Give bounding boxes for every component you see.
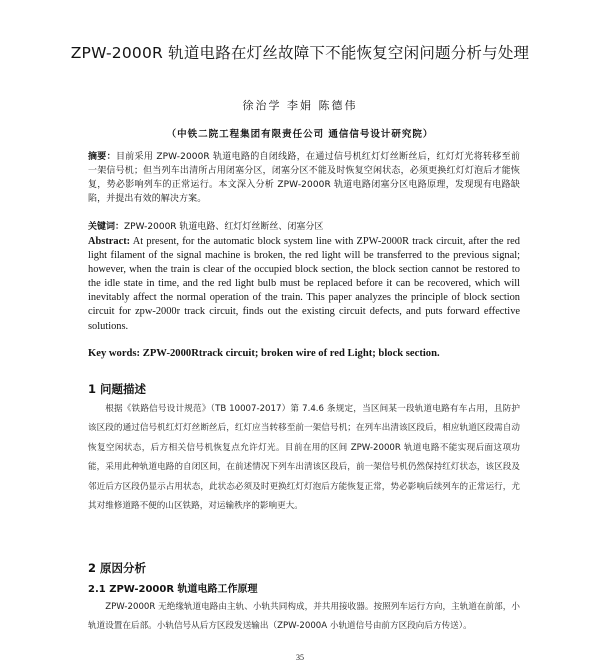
section21-paragraph: ZPW-2000R 无绝缘轨道电路由主轨、小轨共同构成，并共用接收器。按照列车运行方向，主轨道在前部，小轨道设置在后部。小轨信号从后方区段发送输出（ZPW-2000A 小轨道信号由前方区段向后方传送）。 (88, 602, 520, 632)
keywords-en (88, 347, 528, 361)
abstract-cn (88, 150, 520, 206)
abstract-cn-text: 目前采用 ZPW-2000R 轨道电路的自闭线路，在通过信号机红灯灯丝断丝后，红灯灯光将转移至前一架信号机；但当列车出清所占用闭塞分区，闭塞分区不能及时恢复空闲状态，必须更换红灯灯泡后才能恢复，势必影响列车的正常运行。本文深入分析 ZPW-2000R 轨道电路闭塞分区电路原理，发现现有电路缺陷，并提出有效的解决方案。 (88, 152, 520, 204)
section21-heading: 2.1 ZPW-2000R 轨道电路工作原理 (88, 584, 258, 595)
abstract-en-label: Abstract: (88, 236, 131, 247)
keywords-cn (88, 220, 520, 234)
keywords-cn-label: 关键词： (88, 222, 125, 232)
paper-affiliation: （中铁二院工程集团有限责任公司 通信信号设计研究院） (166, 129, 434, 140)
abstract-en (88, 235, 520, 334)
abstract-cn-label: 摘要： (88, 152, 116, 162)
section1-body (88, 400, 520, 516)
section1-heading: 1 问题描述 (88, 382, 147, 396)
keywords-en-label: Key words: (88, 348, 141, 359)
section21-body (88, 598, 520, 637)
paper-title: ZPW-2000R 轨道电路在灯丝故障下不能恢复空闲问题分析与处理 (70, 44, 530, 62)
abstract-en-text: At present, for the automatic block system line with ZPW-2000R track circuit, after the red light filament of the signal machine is broken, the red light will be transferred to the previous signal; however, when the train is clear of the occupied block section, the block section cannot be restored to the idle state in time, and the red light bulb must be replaced before it can be recovered, which will inevitably affect the normal operation of the train. This paper analyzes the principle of block section circuit for zpw-2000r track circuit, finds out the existing circuit defects, and puts forward effective solutions. (88, 236, 520, 332)
section1-paragraph: 根据《铁路信号设计规范》（TB 10007-2017）第 7.4.6 条规定，当区间某一段轨道电路有车占用，且防护该区段的通过信号机红灯灯丝断丝后，红灯应当转移至前一架信号机；在列车出清该区段后，相应轨道区段需自动恢复空闲状态，后方相关信号机恢复点允许灯光。目前在用的区间 ZPW-2000R 轨道电路不能实现后面这项功能，采用此种轨道电路的自闭区间，在前述情况下列车出清该区段后，前一架信号机仍然保持红灯状态，该区段及邻近后方区段仍显示占用状态，此状态必须及时更换红灯灯泡后方能恢复正常，势必影响后续列车的正常运行，尤其对维修道路不便的山区铁路，对运输秩序的影响更大。 (88, 404, 520, 512)
paper-authors: 徐治学 李娟 陈德伟 (242, 99, 358, 112)
section2-heading: 2 原因分析 (88, 561, 147, 575)
keywords-en-text: ZPW-2000Rtrack circuit; broken wire of red Light; block section. (142, 348, 440, 359)
keywords-cn-text: ZPW-2000R 轨道电路、红灯灯丝断丝、闭塞分区 (124, 222, 324, 232)
page-number: 35 (296, 653, 304, 662)
